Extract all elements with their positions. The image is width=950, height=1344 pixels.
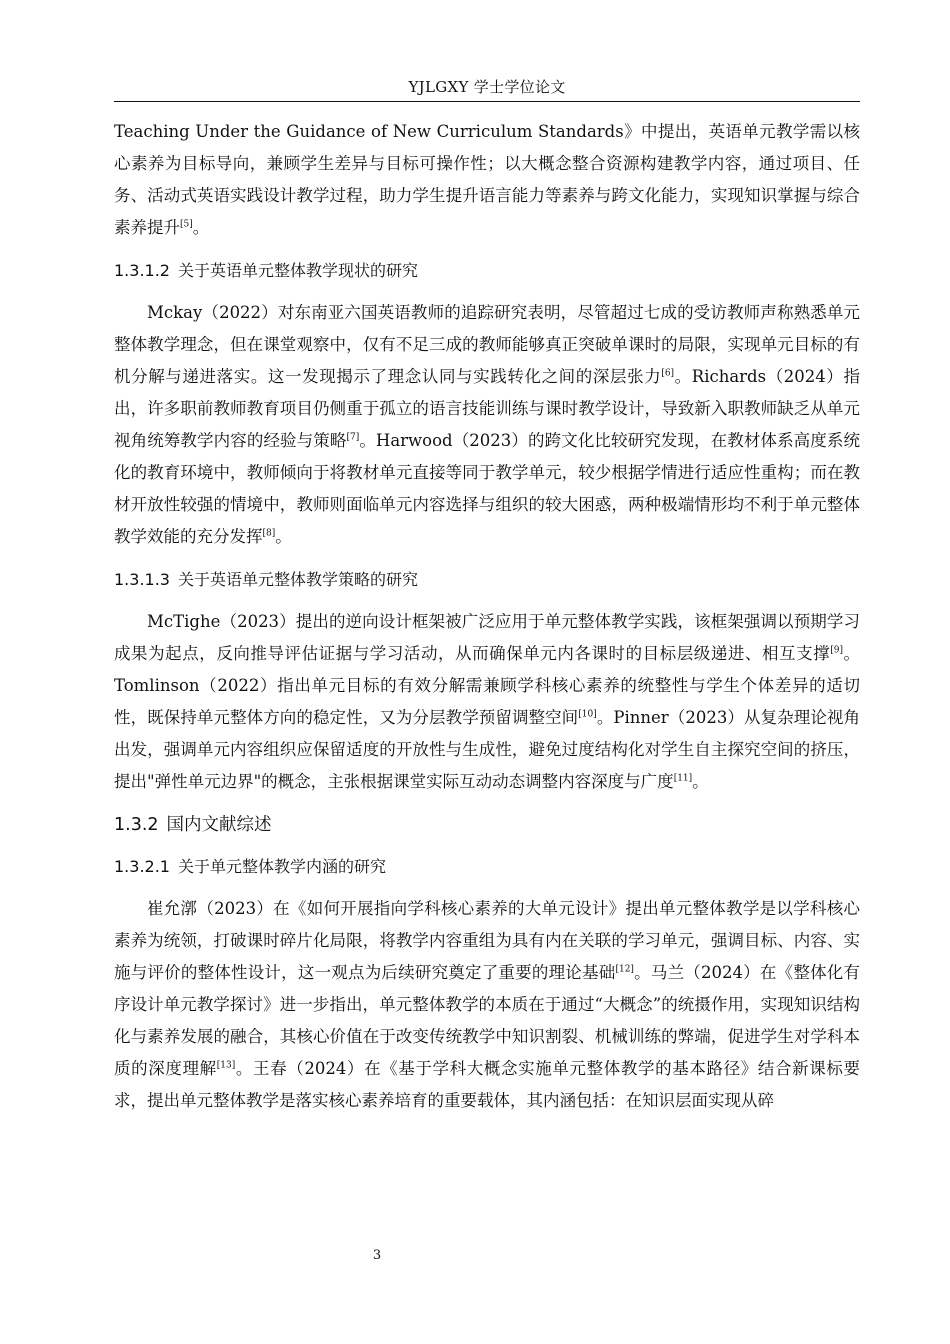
section-heading-1-3-2: 1.3.2 国内文献综述 [114, 815, 272, 835]
paragraph-teaching-status: Mckay（2022）对东南亚六国英语教师的追踪研究表明，尽管超过七成的受访教师声称熟悉单元整体教学理念，但在课堂观察中，仅有不足三成的教师能够真正突破单课时的局限，实现单元目标的有机分解与递进落实。这一发现揭示了理念认同与实践转化之间的深层张力[6]。Richards（2024）指出，许多职前教师教育项目仍侧重于孤立的语言技能训练与课时教学设计，导致新入职教师缺乏从单元视角统筹教学内容的经验与策略[7]。Harwood（2023）的跨文化比较研究发现，在教材体系高度系统化的教育环境中，教师倾向于将教材单元直接等同于教学单元，较少根据学情进行适应性重构；而在教材开放性较强的情境中，教师则面临单元内容选择与组织的较大困惑，两种极端情形均不利于单元整体教学效能的充分发挥[8]。 [114, 303, 860, 546]
citation-ref: [8] [262, 528, 276, 539]
citation-ref: [7] [346, 432, 360, 443]
citation-ref: [9] [830, 645, 843, 656]
paragraph-teaching-strategy: McTighe（2023）提出的逆向设计框架被广泛应用于单元整体教学实践，该框架强调以预期学习成果为起点，反向推导评估证据与学习活动，从而确保单元内各课时的目标层级递进、相互支撑[9]。Tomlinson（2022）指出单元目标的有效分解需兼顾学科核心素养的统整性与学生个体差异的适切性，既保持单元整体方向的稳定性，又为分层教学预留调整空间[10]。Pinner（2023）从复杂理论视角出发，强调单元内容组织应保留适度的开放性与生成性，避免过度结构化对学生自主探究空间的挤压，提出"弹性单元边界"的概念，主张根据课堂实际互动动态调整内容深度与广度[11]。 [114, 612, 861, 791]
header-divider [114, 101, 860, 102]
citation-ref: [12] [615, 964, 634, 975]
section-heading-1-3-1-3: 1.3.1.3 关于英语单元整体教学策略的研究 [114, 570, 418, 589]
citation-ref: [10] [578, 709, 597, 720]
citation-ref: [5] [180, 219, 193, 230]
page-number: 3 [372, 1248, 382, 1263]
citation-ref: [13] [216, 1060, 236, 1071]
paragraph-intro-continued: Teaching Under the Guidance of New Curriculum Standards》中提出，英语单元教学需以核心素养为目标导向，兼顾学生差异与目标可操作性；以大概念整合资源构建教学内容，通过项目、任务、活动式英语实践设计教学过程，助力学生提升语言能力等素养与跨文化能力，实现知识掌握与综合素养提升[5]。 [114, 122, 860, 237]
page-body [114, 116, 860, 1117]
section-heading-1-3-1-2: 1.3.1.2 关于英语单元整体教学现状的研究 [114, 261, 418, 280]
paragraph-domestic-connotation: 崔允漷（2023）在《如何开展指向学科核心素养的大单元设计》提出单元整体教学是以学科核心素养为统领，打破课时碎片化局限，将教学内容重组为具有内在关联的学习单元，强调目标、内容、实施与评价的整体性设计，这一观点为后续研究奠定了重要的理论基础[12]。马兰（2024）在《整体化有序设计单元教学探讨》进一步指出，单元整体教学的本质在于通过“大概念”的统摄作用，实现知识结构化与素养发展的融合，其核心价值在于改变传统教学中知识割裂、机械训练的弊端，促进学生对学科本质的深度理解[13]。王春（2024）在《基于学科大概念实施单元整体教学的基本路径》结合新课标要求，提出单元整体教学是落实核心素养培育的重要载体，其内涵包括：在知识层面实现从碎 [114, 899, 861, 1110]
citation-ref: [6] [661, 368, 675, 379]
section-heading-1-3-2-1: 1.3.2.1 关于单元整体教学内涵的研究 [114, 857, 386, 876]
citation-ref: [11] [673, 773, 693, 784]
running-header: YJLGXY 学士学位论文 [408, 78, 566, 96]
